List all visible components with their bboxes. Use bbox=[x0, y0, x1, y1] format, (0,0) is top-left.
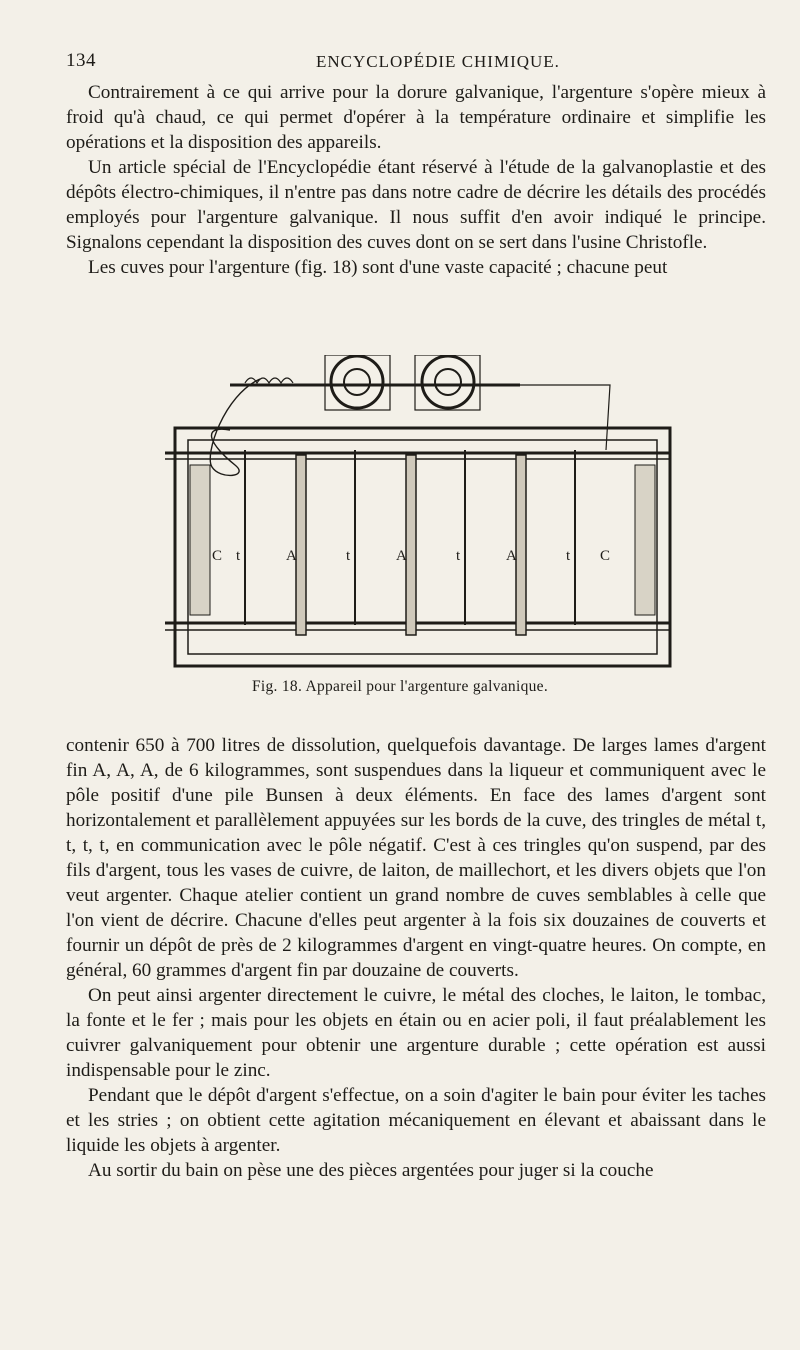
silver-plate bbox=[406, 455, 416, 635]
bunsen-cell-ring bbox=[331, 356, 383, 408]
silver-plate bbox=[296, 455, 306, 635]
paragraph: Un article spécial de l'Encyclopédie étant réservé à l'étude de la galvanoplastie et des dépôts électro-chimiques, il n'entre pas dans notre cadre de décrire les détails des procédés employés pour l'argenture galvanique. Il nous suffit d'en avoir indiqué le principe. Signalons cependant la disposition des cuves dont on se sert dans l'usine Christofle. bbox=[66, 157, 766, 253]
paragraph: Pendant que le dépôt d'argent s'effectue, on a soin d'agiter le bain pour éviter les taches et les stries ; on obtient cette agitation mécaniquement en élevant et abaissant dans le liquide les objets à argenter. bbox=[66, 1085, 766, 1156]
paragraph: Au sortir du bain on pèse une des pièces argentées pour juger si la couche bbox=[88, 1160, 654, 1181]
paragraph: Les cuves pour l'argenture (fig. 18) sont d'une vaste capacité ; chacune peut bbox=[88, 257, 668, 278]
cathode-plate bbox=[190, 465, 210, 615]
text-block-top bbox=[66, 80, 766, 280]
cathode-plate bbox=[635, 465, 655, 615]
figure-label: C bbox=[212, 548, 223, 564]
figure-label: t bbox=[236, 548, 241, 564]
page-header bbox=[66, 50, 766, 76]
figure-label: t bbox=[456, 548, 461, 564]
wire-coil bbox=[245, 378, 293, 383]
figure-label: t bbox=[566, 548, 571, 564]
galvanic-apparatus-illustration bbox=[160, 355, 680, 685]
running-title: ENCYCLOPÉDIE CHIMIQUE. bbox=[316, 52, 560, 71]
figure-18 bbox=[160, 355, 680, 685]
paragraph: contenir 650 à 700 litres de dissolution, quelquefois davantage. De larges lames d'argent fin A, A, A, de 6 kilogrammes, sont suspendues dans la liqueur et communiquent avec le pôle positif d'une pile Bunsen à deux éléments. En face des lames d'argent sont horizontalement et parallèlement appuyées sur les bords de la cuve, des tringles de métal t, t, t, t, en communication avec le pôle négatif. C'est à ces tringles qu'on suspend, par des fils d'argent, tous les vases de cuivre, de laiton, de maillechort, et les divers objets que l'on veut argenter. Chaque atelier contient un grand nombre de cuves semblables à celle que l'on vient de décrire. Chacune d'elles peut argenter à la fois six douzaines de couverts et fournir un dépôt de près de 2 kilogrammes d'argent en vingt-quatre heures. On compte, en général, 60 grammes d'argent fin par douzaine de couverts. bbox=[66, 735, 766, 981]
silver-plate bbox=[516, 455, 526, 635]
figure-label: A bbox=[506, 548, 517, 564]
figure-caption: Fig. 18. Appareil pour l'argenture galvanique. bbox=[251, 678, 549, 695]
paragraph: Contrairement à ce qui arrive pour la dorure galvanique, l'argenture s'opère mieux à froid qu'à chaud, ce qui permet d'opérer à la température ordinaire et simplifie les opérations et la disposition des appareils. bbox=[66, 82, 766, 153]
figure-label: t bbox=[346, 548, 351, 564]
figure-label: A bbox=[396, 548, 407, 564]
text-block-bottom bbox=[66, 733, 766, 1183]
bunsen-cell-ring bbox=[422, 356, 474, 408]
page-number: 134 bbox=[66, 50, 96, 71]
figure-label: A bbox=[286, 548, 297, 564]
figure-label: C bbox=[600, 548, 611, 564]
bunsen-cell bbox=[325, 355, 390, 410]
bunsen-cell bbox=[415, 355, 480, 410]
paragraph: On peut ainsi argenter directement le cuivre, le métal des cloches, le laiton, le tombac, la fonte et le fer ; mais pour les objets en étain ou en acier poli, il faut préalablement les cuivrer galvaniquement pour obtenir une argenture durable ; cette opération est aussi indispensable pour le zinc. bbox=[66, 985, 766, 1081]
